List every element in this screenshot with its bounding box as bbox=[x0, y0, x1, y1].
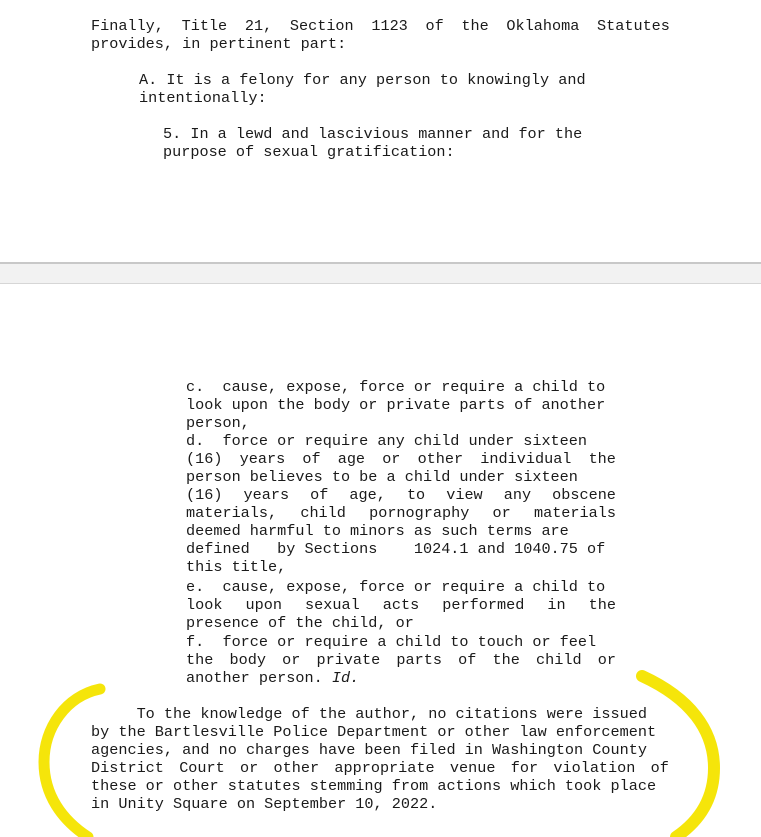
item-d-line-4: (16) years of age, to view any obscene bbox=[186, 486, 616, 504]
item-d-line-8: this title, bbox=[186, 558, 287, 576]
intro-line-1: Finally, Title 21, Section 1123 of the Oklahoma Statutes bbox=[91, 17, 670, 35]
item-f-line-2: the body or private parts of the child or bbox=[186, 651, 616, 669]
item-d-line-1: d. force or require any child under sixteen bbox=[186, 432, 588, 450]
clause-a-line-1: A. It is a felony for any person to knowingly and bbox=[139, 71, 586, 89]
closing-line-3: agencies, and no charges have been filed in Washington County bbox=[91, 741, 647, 759]
item-e-line-3: presence of the child, or bbox=[186, 614, 414, 632]
item-e-line-1: e. cause, expose, force or require a child to bbox=[186, 578, 606, 596]
document-page-top bbox=[0, 0, 761, 262]
closing-line-5: these or other statutes stemming from actions which took place bbox=[91, 777, 657, 795]
clause-a-line-2: intentionally: bbox=[139, 89, 267, 107]
item-d-line-6: deemed harmful to minors as such terms are bbox=[186, 522, 569, 540]
item-d-line-7: defined by Sections 1024.1 and 1040.75 of bbox=[186, 540, 606, 558]
document-page-bottom bbox=[0, 284, 761, 837]
item-d-line-2: (16) years of age or other individual the bbox=[186, 450, 616, 468]
item-e-line-2: look upon sexual acts performed in the bbox=[186, 596, 616, 614]
page-break bbox=[0, 262, 761, 284]
closing-line-6: in Unity Square on September 10, 2022. bbox=[91, 795, 438, 813]
intro-line-2: provides, in pertinent part: bbox=[91, 35, 347, 53]
item-c-line-2: look upon the body or private parts of another bbox=[186, 396, 606, 414]
citation-id: Id. bbox=[331, 669, 360, 687]
item-f-line-3 bbox=[186, 669, 359, 687]
closing-line-2: by the Bartlesville Police Department or other law enforcement bbox=[91, 723, 657, 741]
item-c-line-1: c. cause, expose, force or require a child to bbox=[186, 378, 606, 396]
closing-line-4: District Court or other appropriate venue for violation of bbox=[91, 759, 669, 777]
clause-5-line-2: purpose of sexual gratification: bbox=[163, 143, 455, 161]
item-d-line-3: person believes to be a child under sixteen bbox=[186, 468, 578, 486]
item-d-line-5: materials, child pornography or materials bbox=[186, 504, 616, 522]
item-c-line-3: person, bbox=[186, 414, 250, 432]
closing-line-1: To the knowledge of the author, no citations were issued bbox=[91, 705, 647, 723]
item-f-line-3-text: another person. bbox=[186, 669, 332, 687]
clause-5-line-1: 5. In a lewd and lascivious manner and for the bbox=[163, 125, 583, 143]
item-f-line-1: f. force or require a child to touch or feel bbox=[186, 633, 597, 651]
